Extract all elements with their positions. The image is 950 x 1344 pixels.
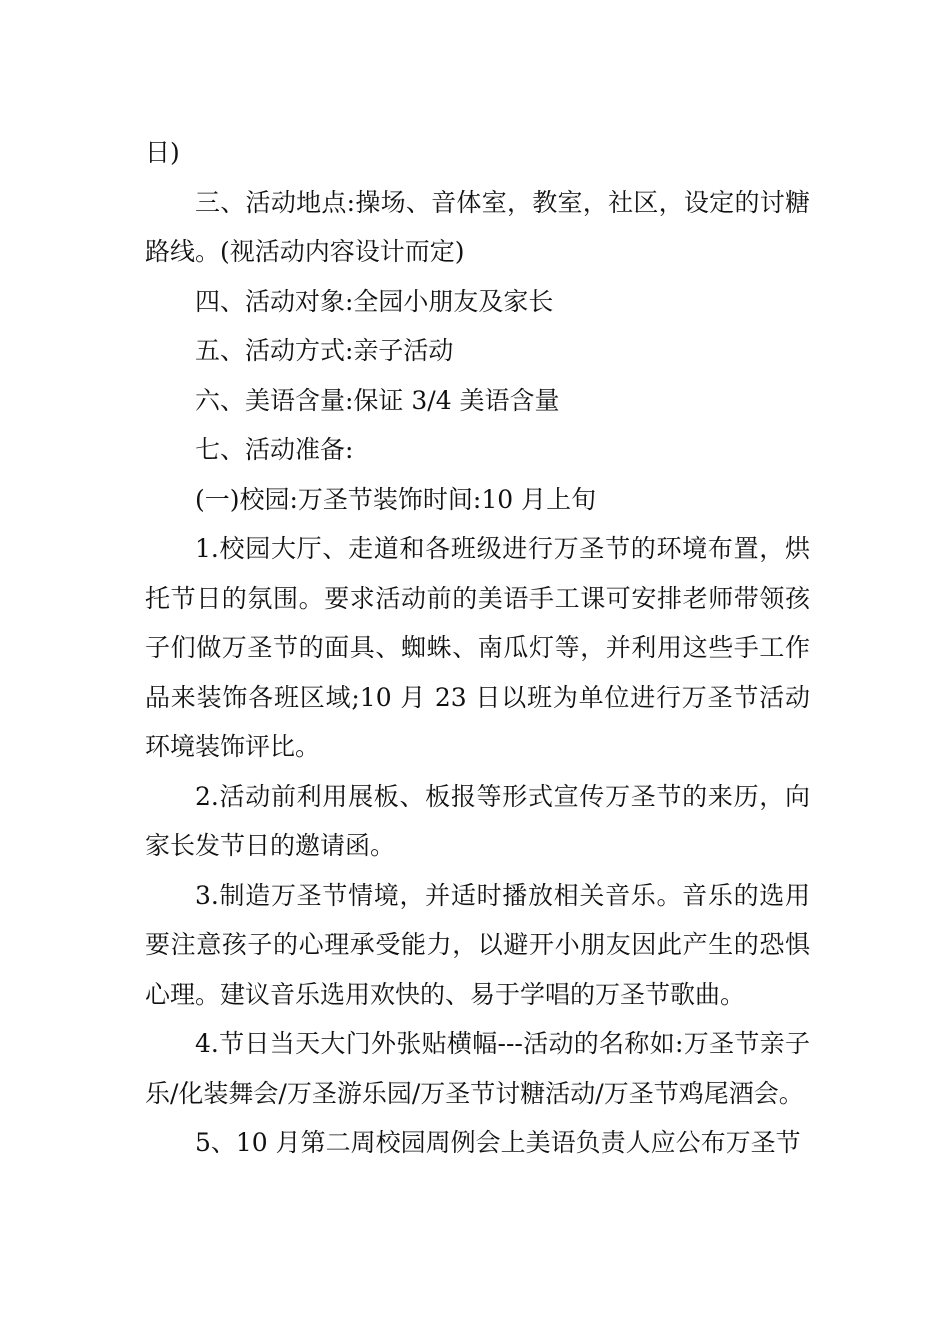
paragraph-english-content: 六、美语含量:保证 3/4 美语含量 bbox=[195, 385, 560, 415]
paragraph-campus-decoration: (一)校园:万圣节装饰时间:10 月上旬 bbox=[195, 484, 597, 514]
paragraph-item-5: 5、10 月第二周校园周例会上美语负责人应公布万圣节 bbox=[195, 1128, 801, 1157]
paragraph-item-3: 3.制造万圣节情境，并适时播放相关音乐。音乐的选用要注意孩子的心理承受能力，以避开小朋友因此产生的恐惧心理。建议音乐选用欢快的、易于学唱的万圣节歌曲。 bbox=[145, 880, 810, 1009]
paragraph-activity-format: 五、活动方式:亲子活动 bbox=[195, 336, 454, 365]
paragraph-item-2: 2.活动前利用展板、板报等形式宣传万圣节的来历，向家长发节日的邀请函。 bbox=[145, 781, 810, 860]
paragraph-activity-location: 三、活动地点:操场、音体室，教室，社区，设定的讨糖路线。(视活动内容设计而定) bbox=[145, 187, 810, 266]
paragraph-preparation-heading: 七、活动准备: bbox=[195, 435, 354, 464]
paragraph-date-tail: 日) bbox=[145, 138, 180, 167]
paragraph-activity-audience: 四、活动对象:全园小朋友及家长 bbox=[195, 286, 554, 316]
paragraph-item-1: 1.校园大厅、走道和各班级进行万圣节的环境布置，烘托节日的氛围。要求活动前的美语手工课可安排老师带领孩子们做万圣节的面具、蜘蛛、南瓜灯等，并利用这些手工作品来装饰各班区域;10 月 23 日以班为单位进行万圣节活动环境装饰评比。 bbox=[145, 534, 810, 761]
paragraph-item-4: 4.节日当天大门外张贴横幅---活动的名称如:万圣节亲子乐/化装舞会/万圣游乐园/万圣节讨糖活动/万圣节鸡尾酒会。 bbox=[145, 1029, 810, 1108]
document-body bbox=[145, 128, 810, 1168]
